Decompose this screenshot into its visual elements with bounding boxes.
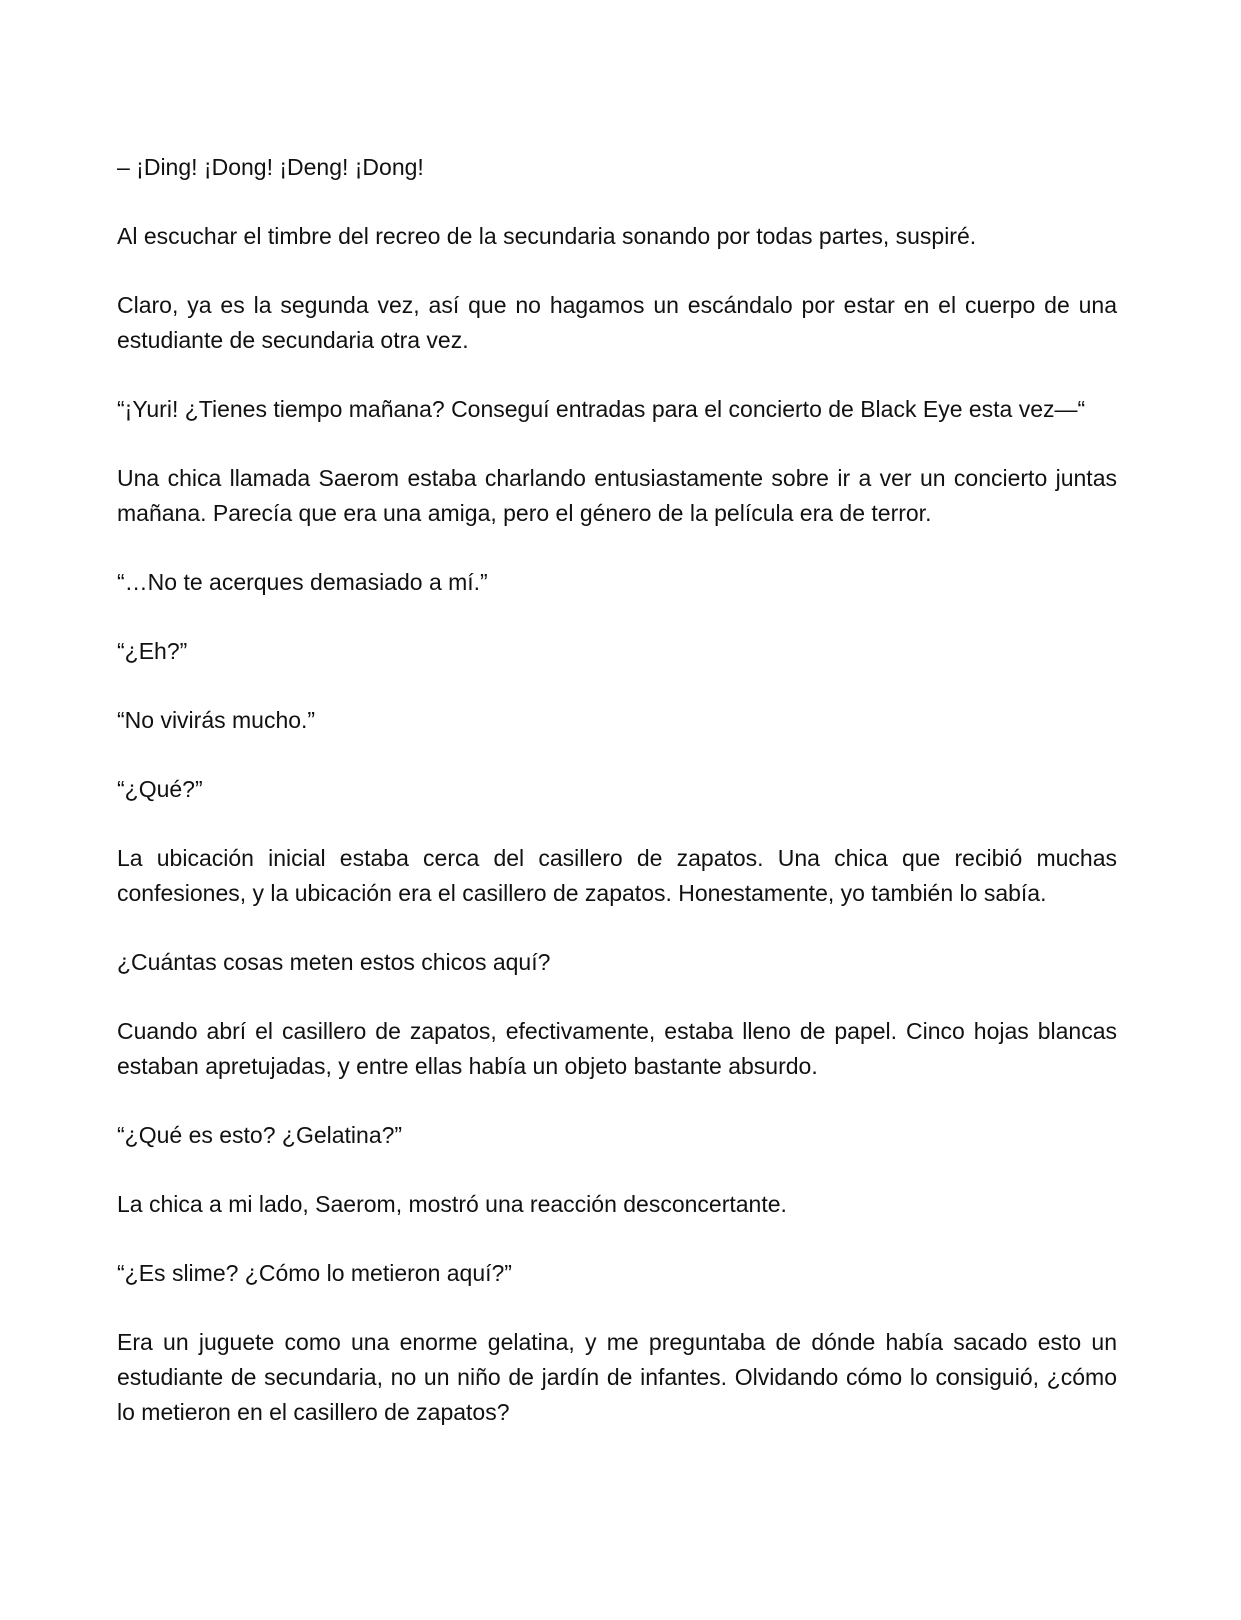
paragraph: “No vivirás mucho.” — [117, 707, 316, 733]
paragraph: Era un juguete como una enorme gelatina, y me preguntaba de dónde había sacado esto un estudiante de secundaria, no un niño de jardín de infantes. Olvidando cómo lo consiguió, ¿cómo lo metieron en el casillero de zapatos? — [117, 1329, 1117, 1425]
paragraph: La ubicación inicial estaba cerca del casillero de zapatos. Una chica que recibió muchas confesiones, y la ubicación era el casillero de zapatos. Honestamente, yo también lo sabía. — [117, 845, 1117, 906]
paragraph: ¿Cuántas cosas meten estos chicos aquí? — [117, 949, 551, 975]
paragraph: “¿Qué es esto? ¿Gelatina?” — [117, 1122, 403, 1148]
document-body — [117, 150, 1117, 1464]
paragraph: La chica a mi lado, Saerom, mostró una reacción desconcertante. — [117, 1191, 787, 1217]
paragraph: “¿Eh?” — [117, 638, 188, 664]
paragraph: “¿Qué?” — [117, 776, 203, 802]
paragraph: “¿Es slime? ¿Cómo lo metieron aquí?” — [117, 1260, 512, 1286]
paragraph: Al escuchar el timbre del recreo de la secundaria sonando por todas partes, suspiré. — [117, 223, 977, 249]
paragraph: Una chica llamada Saerom estaba charlando entusiastamente sobre ir a ver un concierto juntas mañana. Parecía que era una amiga, pero el género de la película era de terror. — [117, 465, 1117, 526]
paragraph: – ¡Ding! ¡Dong! ¡Deng! ¡Dong! — [117, 154, 424, 180]
paragraph: Cuando abrí el casillero de zapatos, efectivamente, estaba lleno de papel. Cinco hojas blancas estaban apretujadas, y entre ellas había un objeto bastante absurdo. — [117, 1018, 1117, 1079]
paragraph: “…No te acerques demasiado a mí.” — [117, 569, 488, 595]
paragraph: “¡Yuri! ¿Tienes tiempo mañana? Conseguí entradas para el concierto de Black Eye esta vez—“ — [117, 396, 1086, 422]
paragraph: Claro, ya es la segunda vez, así que no hagamos un escándalo por estar en el cuerpo de una estudiante de secundaria otra vez. — [117, 292, 1117, 353]
